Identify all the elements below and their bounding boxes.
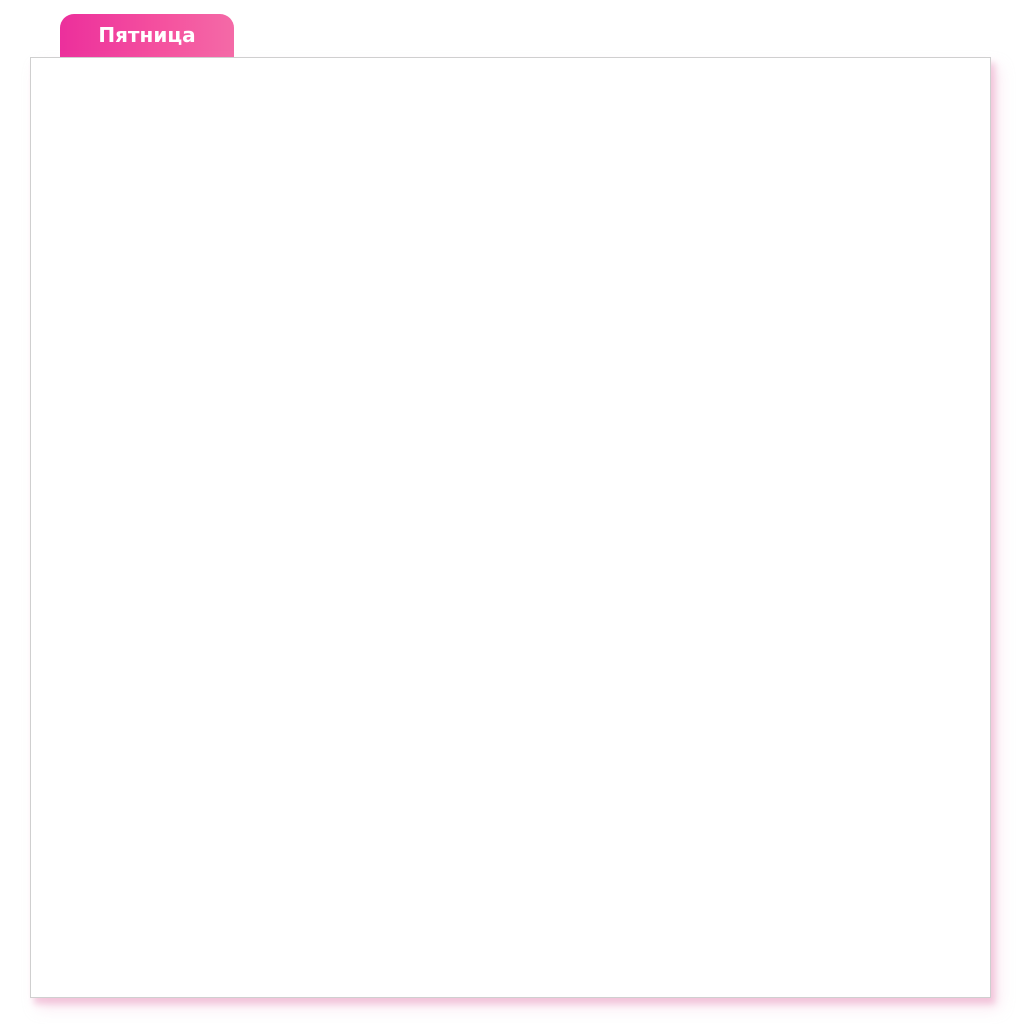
day-tab-label: Пятница <box>98 23 196 47</box>
document-card <box>30 57 991 998</box>
